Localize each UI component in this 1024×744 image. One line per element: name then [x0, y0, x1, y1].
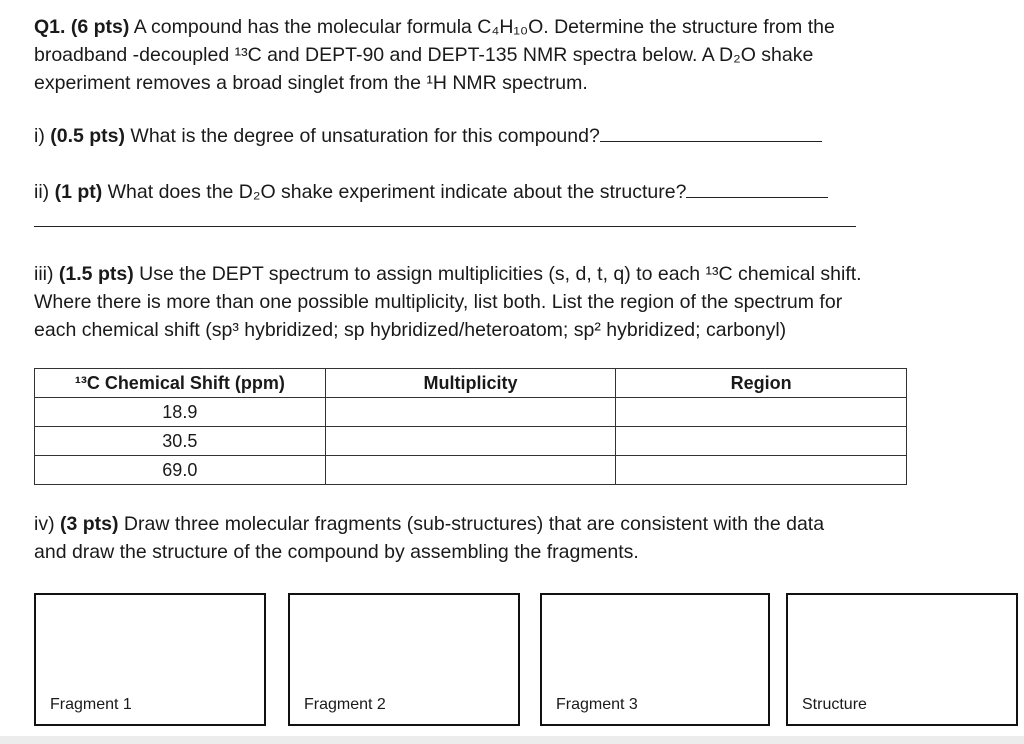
question-1-text-1: A compound has the molecular formula C₄H₁₀O. Determine the structure from the: [129, 16, 835, 38]
region-cell[interactable]: [616, 456, 907, 485]
part-iii-points: (1.5 pts): [58, 263, 134, 285]
question-1-line-3: experiment removes a broad singlet from the ¹H NMR spectrum.: [34, 72, 588, 94]
fragment-2-box[interactable]: [288, 593, 520, 726]
part-i-points: (0.5 pts): [50, 125, 126, 147]
part-iv-line-2: and draw the structure of the compound by assembling the fragments.: [34, 541, 639, 563]
part-ii-answer-line[interactable]: [34, 226, 856, 227]
part-i: [34, 122, 822, 150]
question-1-line-1: [34, 13, 835, 41]
shift-cell: 30.5: [35, 427, 326, 456]
part-iv-line-1: [34, 510, 824, 538]
header-multiplicity: Multiplicity: [325, 369, 616, 398]
fragment-1-label: Fragment 1: [50, 696, 132, 713]
part-ii-answer-blank[interactable]: [686, 179, 828, 198]
question-1-label: Q1. (6 pts): [34, 16, 130, 38]
question-1-line-2: broadband -decoupled ¹³C and DEPT-90 and DEPT-135 NMR spectra below. A D₂O shake: [34, 44, 814, 66]
part-ii-text: What does the D₂O shake experiment indicate about the structure?: [102, 181, 687, 203]
header-region: Region: [616, 369, 907, 398]
structure-box[interactable]: [786, 593, 1018, 726]
part-iii-prefix: iii): [34, 263, 59, 285]
part-i-prefix: i): [34, 125, 51, 147]
fragment-1-box[interactable]: [34, 593, 266, 726]
part-i-text: What is the degree of unsaturation for this compound?: [125, 125, 600, 147]
part-i-answer-blank[interactable]: [600, 123, 822, 142]
part-ii: [34, 178, 828, 206]
header-chemical-shift: ¹³C Chemical Shift (ppm): [35, 369, 326, 398]
part-iv-text-1: Draw three molecular fragments (sub-structures) that are consistent with the data: [118, 513, 825, 535]
bottom-edge: [0, 736, 1024, 744]
multiplicity-cell[interactable]: [325, 398, 616, 427]
fragment-2-label: Fragment 2: [304, 696, 386, 713]
structure-label: Structure: [802, 696, 867, 713]
shift-cell: 18.9: [35, 398, 326, 427]
part-iii-line-2: Where there is more than one possible multiplicity, list both. List the region of the spectrum for: [34, 291, 843, 313]
table-row: [35, 456, 907, 485]
region-cell[interactable]: [616, 427, 907, 456]
part-iv-prefix: iv): [34, 513, 60, 535]
part-iii-line-3: each chemical shift (sp³ hybridized; sp hybridized/heteroatom; sp² hybridized; carbonyl): [34, 319, 787, 341]
multiplicity-cell[interactable]: [325, 456, 616, 485]
fragment-3-label: Fragment 3: [556, 696, 638, 713]
table-row: [35, 427, 907, 456]
table-row: [35, 398, 907, 427]
fragment-3-box[interactable]: [540, 593, 770, 726]
part-iii-text-1: Use the DEPT spectrum to assign multiplicities (s, d, t, q) to each ¹³C chemical shift.: [133, 263, 862, 285]
chemical-shift-table: [34, 368, 907, 485]
part-iv-points: (3 pts): [60, 513, 119, 535]
multiplicity-cell[interactable]: [325, 427, 616, 456]
part-iii-line-1: [34, 260, 862, 288]
table-header-row: [35, 369, 907, 398]
part-ii-prefix: ii): [34, 181, 55, 203]
region-cell[interactable]: [616, 398, 907, 427]
part-ii-points: (1 pt): [54, 181, 103, 203]
shift-cell: 69.0: [35, 456, 326, 485]
